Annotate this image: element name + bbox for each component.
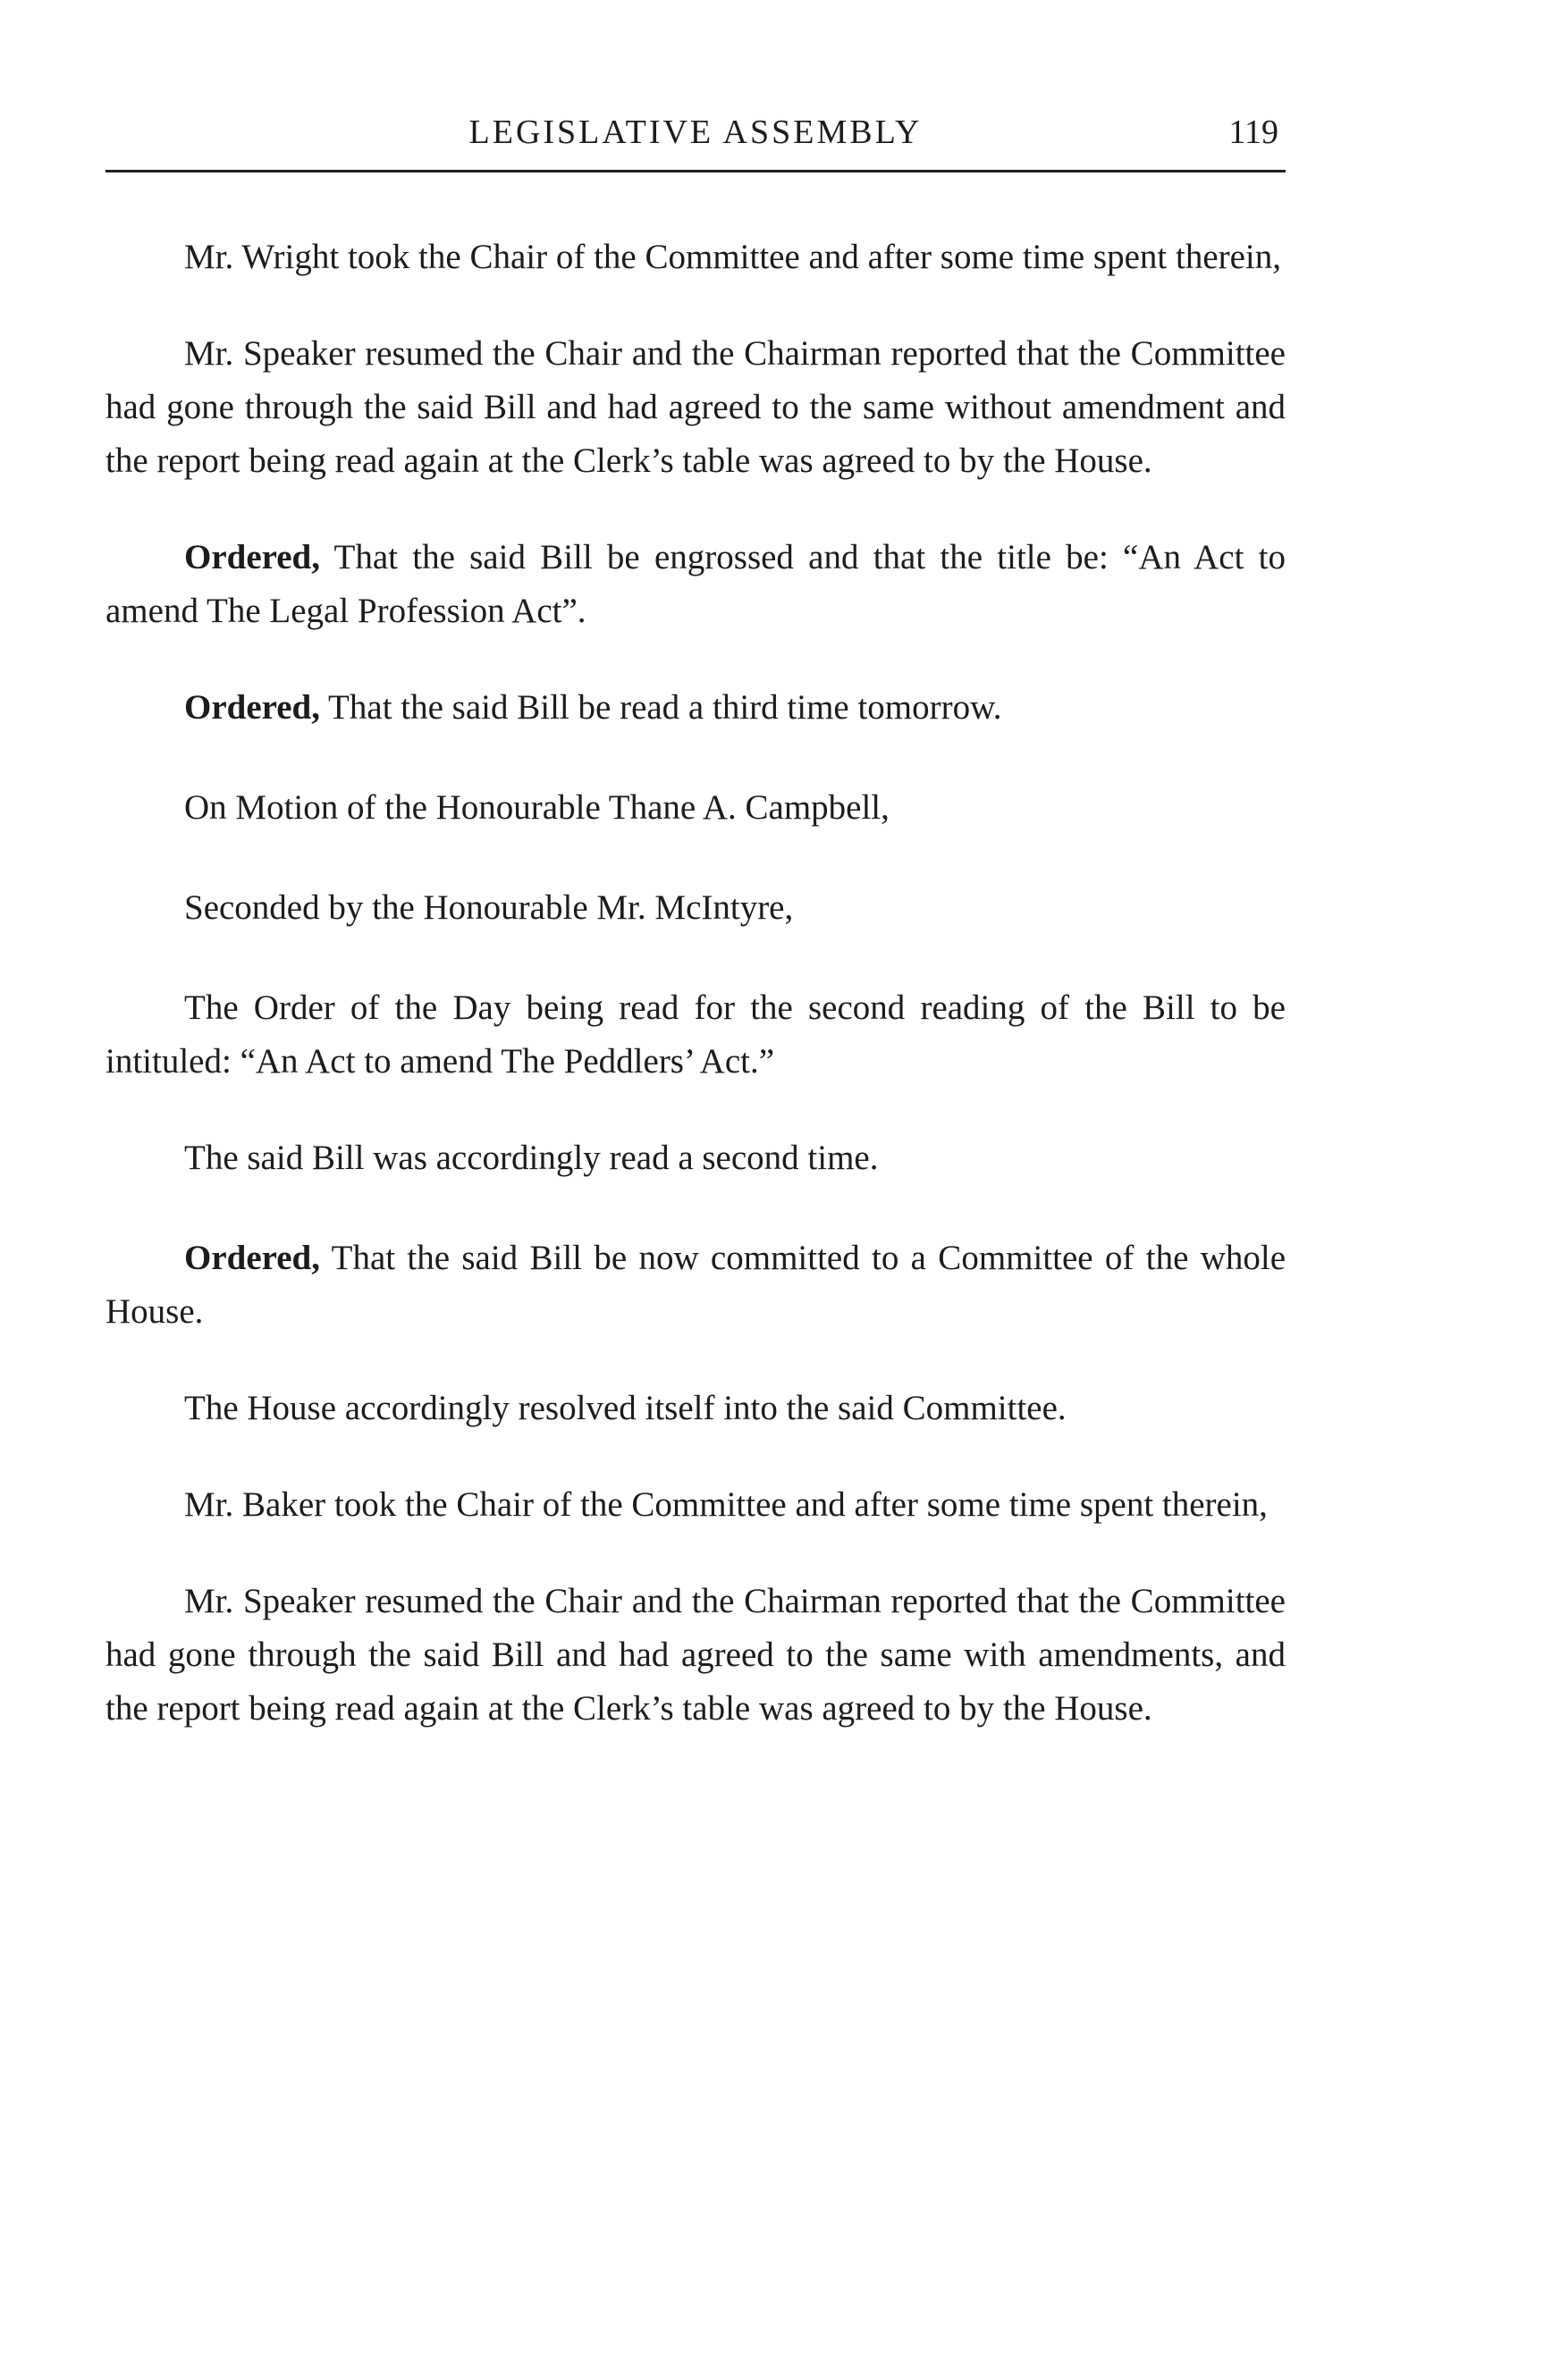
body-text [105,231,1286,1779]
paragraph-house-resolved: The House accordingly resolved itself into the said Committee. [184,1389,1067,1427]
page-number: 119 [1228,114,1278,151]
ordered-label: Ordered, [184,688,321,727]
ordered-label: Ordered, [184,538,321,576]
header-rule [105,170,1286,172]
paragraph-baker-chair: Mr. Baker took the Chair of the Committee and after some time spent therein, [184,1485,1268,1524]
paragraph-ordered-committed: Ordered, That the said Bill be now committed to a Committee of the whole House. [105,1239,1286,1331]
paragraph-ordered-engrossed: Ordered, That the said Bill be engrossed and that the title be: “An Act to amend The Legal Profession Act”. [105,538,1286,630]
paragraph-ordered-third-reading: Ordered, That the said Bill be read a third time tomorrow. [184,688,1002,727]
paragraph-seconded: Seconded by the Honourable Mr. McIntyre, [184,888,794,927]
paragraph-speaker-report-2: Mr. Speaker resumed the Chair and the Chairman reported that the Committee had gone through the said Bill and had agreed to the same with amendments, and the report being read again at the Clerk’s table was agreed to by the House. [105,1582,1286,1728]
ordered-label: Ordered, [184,1239,321,1277]
paragraph-order-of-day: The Order of the Day being read for the second reading of the Bill to be intituled: “An Act to amend The Peddlers’ Act.” [105,988,1286,1081]
paragraph-motion: On Motion of the Honourable Thane A. Campbell, [184,788,890,827]
paragraph-second-reading: The said Bill was accordingly read a second time. [184,1139,879,1177]
running-header [105,105,1286,159]
paragraph-wright-chair: Mr. Wright took the Chair of the Committee and after some time spent therein, [184,238,1282,276]
running-title: LEGISLATIVE ASSEMBLY [468,114,923,151]
paragraph-speaker-report-1: Mr. Speaker resumed the Chair and the Chairman reported that the Committee had gone through the said Bill and had agreed to the same without amendment and the report being read again at the Clerk’s table was agreed to by the House. [105,334,1286,480]
